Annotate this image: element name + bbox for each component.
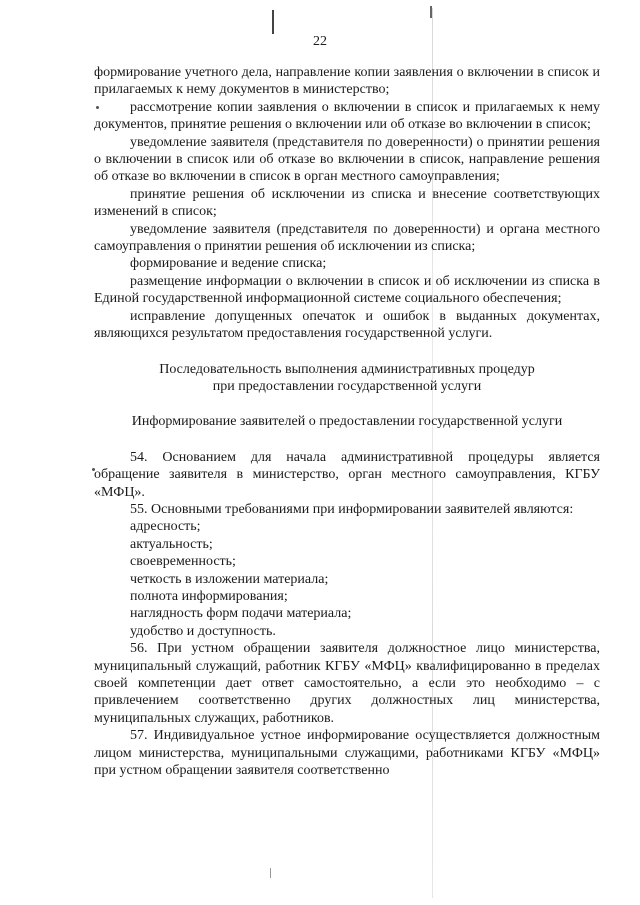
paragraph: уведомление заявителя (представителя по доверенности) о принятии решения о включении в список или об отказе во включении в список, направление решения об отказе во включении в список в орган местного самоуправления;	[94, 134, 600, 185]
paragraph: размещение информации о включении в список и об исключении из списка в Единой государственной информационной системе социального обеспечения;	[94, 273, 600, 307]
document-body	[94, 64, 600, 779]
list-item: своевременность;	[130, 554, 236, 570]
paragraph: формирование и ведение списка;	[130, 256, 327, 272]
page-number: 22	[313, 34, 327, 49]
paragraph-56: 56. При устном обращении заявителя должностное лицо министерства, муниципальный служащий, работник КГБУ «МФЦ» квалифицированно в пределах своей компетенции дает ответ самостоятельно, а если это необходимо – с привлечением соответственно других должностных лиц министерства, муниципальных служащих, работников.	[94, 641, 600, 726]
list-item: актуальность;	[130, 536, 213, 552]
paragraph: рассмотрение копии заявления о включении в список и прилагаемых к нему документов, принятие решения о включении или об отказе во включении в список;	[94, 99, 600, 133]
subheading: Информирование заявителей о предоставлении государственной услуги	[131, 414, 563, 430]
scan-mark	[430, 6, 432, 18]
list-item: четкость в изложении материала;	[130, 571, 329, 587]
paragraph-54: 54. Основанием для начала административной процедуры является обращение заявителя в министерство, орган местного самоуправления, КГБУ «МФЦ».	[94, 449, 600, 500]
paragraph: формирование учетного дела, направление копии заявления о включении в список и прилагаемых к нему документов в министерство;	[94, 65, 600, 98]
list-item: наглядность форм подачи материала;	[130, 606, 352, 622]
paragraph-55: 55. Основными требованиями при информировании заявителей являются:	[130, 501, 574, 517]
list-item: адресность;	[130, 519, 201, 535]
scan-mark	[270, 868, 271, 878]
section-heading-line: Последовательность выполнения административных процедур	[159, 361, 535, 377]
paragraph: принятие решения об исключении из списка и внесение соответствующих изменений в список;	[94, 186, 600, 220]
section-heading-line: при предоставлении государственной услуги	[212, 378, 482, 394]
paragraph: исправление допущенных опечаток и ошибок в выданных документах, являющихся результатом предоставления государственной услуги.	[94, 308, 600, 342]
list-item: полнота информирования;	[130, 588, 288, 604]
paragraph-57: 57. Индивидуальное устное информирование осуществляется должностным лицом министерства, муниципальными служащими, работниками КГБУ «МФЦ» при устном обращении заявителя соответственно	[94, 728, 600, 779]
paragraph: уведомление заявителя (представителя по доверенности) и органа местного самоуправления о принятии решения об исключении из списка;	[94, 221, 600, 255]
list-item: удобство и доступность.	[130, 623, 276, 639]
scan-mark	[272, 10, 274, 34]
